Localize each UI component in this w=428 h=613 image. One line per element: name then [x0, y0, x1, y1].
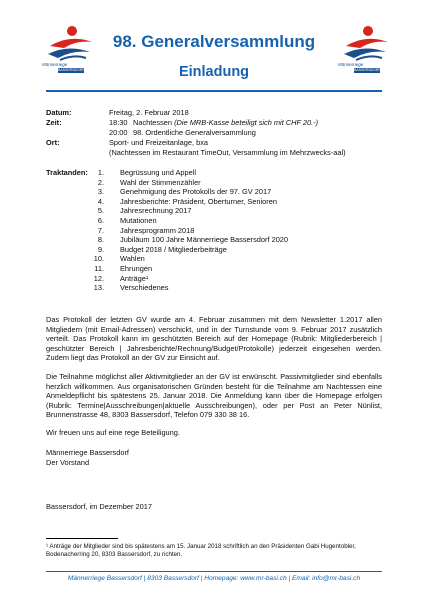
signature-board: Der Vorstand — [46, 457, 90, 467]
agenda-item-text: Genehmigung des Protokolls der 97. GV 2017 — [120, 187, 272, 197]
time-label: Zeit: — [46, 118, 62, 127]
agenda-item-number: 5. — [97, 206, 104, 216]
agenda-item-number: 6. — [97, 215, 104, 225]
time-line-2 — [109, 128, 383, 138]
footnote-divider — [46, 538, 118, 539]
agenda-item — [84, 264, 288, 274]
agenda-item-text: Ehrungen — [120, 263, 153, 273]
agenda-item-number: 1. — [97, 168, 104, 177]
agenda-item-number: 9. — [97, 244, 104, 254]
agenda-item — [84, 245, 288, 255]
agenda-item-number: 7. — [97, 225, 104, 235]
time-2-text: 98. Ordentliche Generalversammlung — [133, 128, 256, 137]
agenda-item — [84, 168, 288, 178]
page-title: 98. Generalversammlung — [112, 32, 316, 51]
agenda-item-number: 11. — [94, 263, 104, 273]
agenda-item-number: 10. — [93, 254, 104, 264]
closing-sentence: Wir freuen uns auf eine rege Beteiligung. — [46, 428, 180, 437]
footer-text: Männerriege Bassersdorf | 8303 Bassersdorf | Homepage: www.mr-basi.ch | Email: info@mr-basi.ch — [67, 575, 361, 582]
agenda-item-number: 13. — [93, 283, 104, 293]
agenda-list — [84, 168, 288, 293]
agenda-item-text: Jahresprogramm 2018 — [120, 225, 195, 235]
place-label: Ort: — [46, 138, 60, 147]
agenda-item-number: 8. — [97, 235, 104, 245]
agenda-item — [84, 206, 288, 216]
header-divider — [46, 90, 382, 92]
footer-divider — [46, 571, 382, 572]
time-1: 18:30 — [109, 118, 128, 127]
agenda-item — [84, 235, 288, 245]
footnote: ¹ Anträge der Mitglieder sind bis spätestens am 15. Januar 2018 schriftlich an den Präsidenten Gabi Hugentobler, Bodenacherring 20, 8303 Bassersdorf, zu richten. — [46, 543, 356, 559]
place-value — [109, 138, 383, 157]
date-label: Datum: — [46, 108, 72, 117]
place-line-1: Sport- und Freizeitanlage, bxa — [109, 138, 209, 147]
date-value: Freitag, 2. Februar 2018 — [109, 108, 189, 117]
protocol-paragraph: Das Protokoll der letzten GV wurde am 4. Februar zusammen mit dem Newsletter 1.2017 allen Mitgliedern (mit Email-Adressen) verschickt, und in der Turnstunde vom 9. Februar 2017 zusätzlich verteilt. Das Protokoll kann im geschützten Bereich auf der Homepage (Rubrik: Mitgliederbereich | geschützter Bereich | Jahresberichte/Rechnung/Budget/Protokolle) jederzeit eingesehen werden. Zudem liegt das Protokoll an der GV zur Einsicht auf. — [46, 315, 382, 363]
agenda-item-text: Anträge¹ — [120, 273, 149, 283]
agenda-item-text: Wahl der Stimmenzähler — [120, 177, 201, 187]
agenda-item-text: Jahresrechnung 2017 — [120, 206, 192, 216]
time-1-text: Nachtessen — [133, 118, 175, 127]
agenda-item-text: Budget 2018 / Mitgliederbeiträge — [120, 244, 227, 254]
logo-bar-text: BASSERSDORF — [58, 68, 85, 72]
time-line-1 — [109, 118, 383, 128]
agenda-item-text: Begrüssung und Appell — [120, 168, 197, 177]
agenda-item-number: 2. — [97, 177, 104, 187]
signature — [46, 448, 382, 467]
agenda-item — [84, 178, 288, 188]
participation-paragraph: Die Teilnahme möglichst aller Aktivmitglieder an der GV ist erwünscht. Passivmitglieder sind ebenfalls herzlich willkommen. Aus organisatorischen Gründen besteht für die Teilnahme am Nachtessen eine Anmeldepflicht bis spätestens 25. Januar 2018. Die Anmeldung kann über die Homepage erfolgen (Rubrik: Termine|Ausschreibungen|aktuelle Ausschreibungen), oder per Post an Peter Nünlist, Brunnenstrasse 48, 8303 Bassersdorf, Telefon 079 330 38 16. — [46, 372, 382, 420]
agenda-item-number: 3. — [97, 187, 104, 197]
agenda-item-text: Mutationen — [120, 215, 157, 225]
agenda-item — [84, 283, 288, 293]
logo-brand-text: Männerriege — [338, 62, 364, 67]
time-2: 20:00 — [109, 128, 128, 137]
agenda-item — [84, 226, 288, 236]
agenda-item — [84, 216, 288, 226]
place-line-2: (Nachtessen im Restaurant TimeOut, Versammlung im Mehrzwecks-aal) — [109, 147, 346, 157]
time-1-note: (Die MRB-Kasse beteiligt sich mit CHF 20.-) — [174, 118, 319, 127]
agenda-item-text: Jubiläum 100 Jahre Männerriege Bassersdorf 2020 — [120, 235, 289, 245]
agenda-item — [84, 197, 288, 207]
agenda-item-text: Verschiedenes — [120, 283, 169, 293]
agenda-item — [84, 254, 288, 264]
agenda-item-number: 12. — [93, 273, 104, 283]
agenda-label: Traktanden: — [46, 168, 88, 177]
place-date: Bassersdorf, im Dezember 2017 — [46, 502, 152, 511]
logo-bar-text: BASSERSDORF — [354, 68, 381, 72]
agenda-item-text: Jahresberichte: Präsident, Oberturner, Senioren — [120, 196, 277, 206]
agenda-item-text: Wahlen — [120, 254, 145, 264]
page-subtitle: Einladung — [178, 64, 250, 80]
agenda-item — [84, 187, 288, 197]
signature-org: Männerriege Bassersdorf — [46, 448, 129, 457]
logo-brand-text: Männerriege — [42, 62, 68, 67]
agenda-item — [84, 274, 288, 284]
agenda-item-number: 4. — [97, 196, 104, 206]
